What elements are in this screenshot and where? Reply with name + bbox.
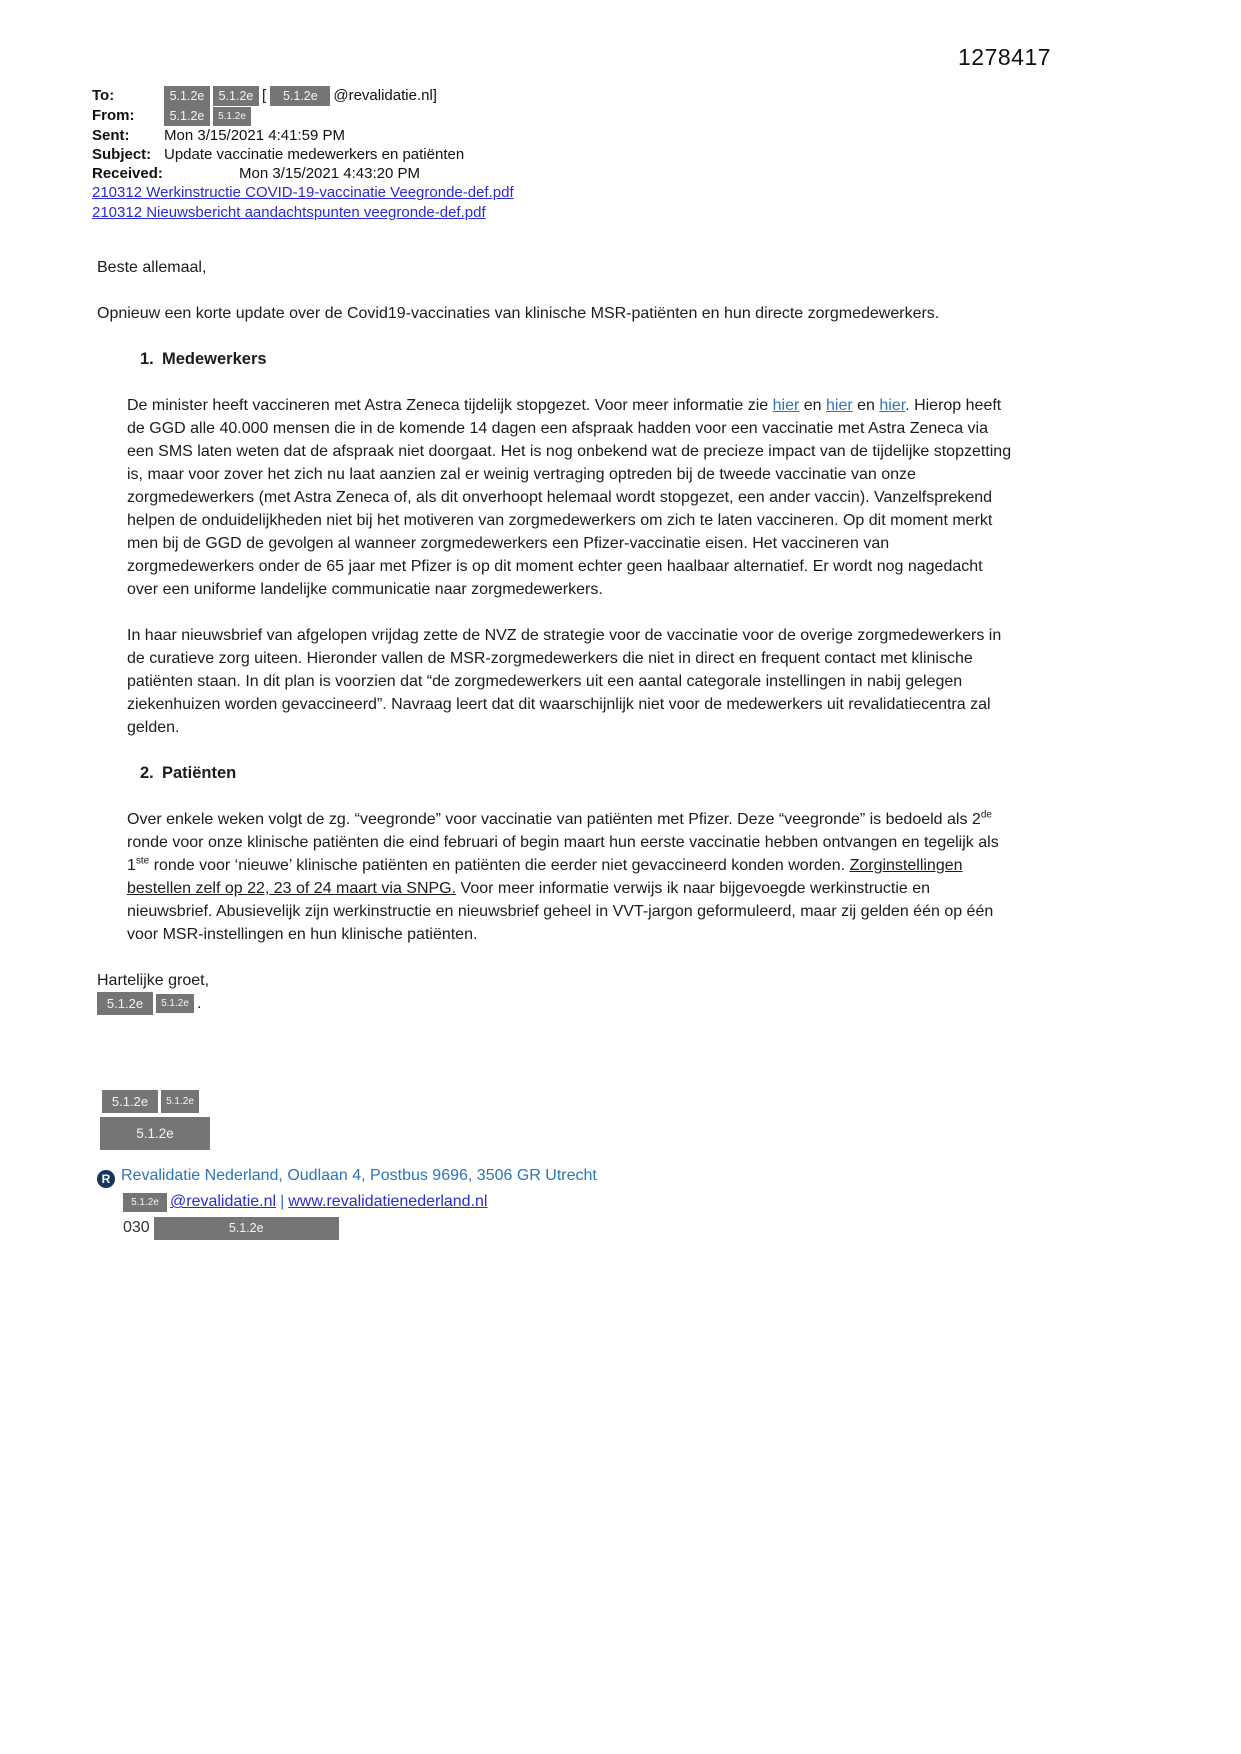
phone-prefix: 030	[123, 1219, 150, 1237]
section-title: Medewerkers	[162, 350, 267, 368]
header-row-sent	[92, 126, 1092, 145]
email-footer	[97, 1164, 1022, 1240]
text-run: De minister heeft vaccineren met Astra Zeneca tijdelijk stopgezet. Voor meer informatie zie	[127, 397, 773, 414]
received-label: Received:	[92, 165, 163, 183]
attachment-link-werkinstructie[interactable]: 210312 Werkinstructie COVID-19-vaccinatie Veegronde-def.pdf	[92, 184, 514, 202]
text-run: ronde voor ‘nieuwe’ klinische patiënten en patiënten die eerder niet gevaccineerd konden worden.	[149, 857, 850, 874]
redaction-box: 5.1.2e	[154, 1217, 339, 1240]
subject-label: Subject:	[92, 146, 152, 164]
footer-contact-line	[123, 1190, 1022, 1214]
email-body	[97, 256, 1022, 1240]
footer-separator: |	[280, 1193, 285, 1211]
section-title: Patiënten	[162, 764, 237, 782]
header-row-to	[92, 86, 1092, 106]
to-bracket: [	[262, 87, 267, 104]
revalidatie-logo-icon: R	[97, 1170, 115, 1188]
hier-link-3[interactable]: hier	[879, 397, 906, 414]
signature-redactions	[97, 992, 1022, 1018]
to-domain: @revalidatie.nl]	[333, 87, 437, 104]
redaction-box: 5.1.2e	[156, 994, 194, 1013]
to-label: To:	[92, 87, 115, 104]
redaction-box: 5.1.2e	[270, 86, 330, 106]
text-run: . Hierop heeft de GGD alle 40.000 mensen die in de komende 14 dagen een afspraak hadden voor een vaccinatie met Astra Zeneca via een SMS laten weten dat de afspraak niet doorgaat. Het is nog onbekend wat de precieze impact van de tijdelijke stopzetting is, maar voor zover het zich nu laat aanzien zal er weinig vertraging optreden bij de tweede vaccinatie van onze zorgmedewerkers (met Astra Zeneca of, als dit onverhoopt helemaal wordt stopgezet, een ander vaccin). Vanzelfsprekend helpen de onduidelijkheden niet bij het motiveren van zorgmedewerkers om zich te laten vaccineren. Op dit moment merkt men bij de GGD de gevolgen al wanneer zorgmedewerkers een Pfizer-vaccinatie eisen. Het vaccineren van zorgmedewerkers onder de 65 jaar met Pfizer is op dit moment echter geen haalbaar alternatief. Er wordt nog nagedacht over een uniforme landelijke communicatie naar zorgmedewerkers.	[127, 397, 1012, 598]
greeting: Beste allemaal,	[97, 259, 207, 276]
redaction-box: 5.1.2e	[100, 1117, 210, 1150]
section-heading-patienten	[140, 762, 1022, 785]
signature-period: .	[197, 995, 202, 1012]
redaction-box: 5.1.2e	[97, 992, 153, 1015]
redaction-box: 5.1.2e	[102, 1090, 158, 1113]
header-row-subject	[92, 145, 1092, 164]
underlined-ordering-note: Zorginstellingen bestellen zelf op 22, 23 of 24 maart via SNPG.	[127, 857, 963, 897]
paragraph-medewerkers-2: In haar nieuwsbrief van afgelopen vrijdag zette de NVZ de strategie voor de vaccinatie voor de overige zorgmedewerkers in de curatieve zorg uiteen. Hieronder vallen de MSR-zorgmedewerkers die niet in direct en frequent contact met klinische patiënten staan. In dit plan is voorzien dat “de zorgmedewerkers uit een aantal categorale instellingen in nabij gelegen ziekenhuizen worden gevaccineerd”. Navraag leert dat dit waarschijnlijk niet voor de medewerkers uit revalidatiecentra zal gelden.	[127, 627, 1002, 736]
hier-link-1[interactable]: hier	[772, 397, 800, 414]
sent-label: Sent:	[92, 127, 130, 145]
header-row-from	[92, 106, 1092, 126]
footer-org-line	[97, 1164, 1022, 1188]
text-run: en	[799, 397, 826, 414]
superscript: de	[980, 809, 992, 821]
text-run: Voor meer informatie verwijs ik naar bijgevoegde werkinstructie en nieuwsbrief. Abusievelijk zijn werkinstructie en nieuwsbrief geheel in VVT-jargon geformuleerd, maar zij gelden één op één voor MSR-instellingen en hun klinische patiënten.	[127, 880, 994, 943]
text-run: Over enkele weken volgt de zg. “veegronde” voor vaccinatie van patiënten met Pfizer. Deze “veegronde” is bedoeld als 2	[127, 811, 981, 828]
section-number: 2.	[140, 764, 154, 782]
email-address-link[interactable]: @revalidatie.nl	[170, 1193, 277, 1211]
intro-line: Opnieuw een korte update over de Covid19-vaccinaties van klinische MSR-patiënten en hun directe zorgmedewerkers.	[97, 305, 940, 322]
redaction-box: 5.1.2e	[213, 86, 259, 106]
email-header	[92, 86, 1092, 223]
to-value	[164, 86, 437, 106]
redaction-box: 5.1.2e	[164, 106, 210, 126]
redaction-box: 5.1.2e	[123, 1193, 167, 1212]
from-label: From:	[92, 107, 135, 125]
sent-value: Mon 3/15/2021 4:41:59 PM	[164, 127, 345, 145]
paragraph-patienten	[127, 808, 1015, 946]
closing-line: Hartelijke groet,	[97, 972, 210, 989]
document-number: 1278417	[958, 44, 1052, 70]
attachment-link-nieuwsbericht[interactable]: 210312 Nieuwsbericht aandachtspunten veegronde-def.pdf	[92, 204, 486, 222]
website-link[interactable]: www.revalidatienederland.nl	[288, 1193, 488, 1211]
superscript: ste	[135, 855, 150, 867]
footer-phone-line	[123, 1216, 1022, 1240]
section-number: 1.	[140, 350, 154, 368]
received-value: Mon 3/15/2021 4:43:20 PM	[239, 165, 420, 183]
paragraph-medewerkers-1	[127, 394, 1015, 601]
subject-value: Update vaccinatie medewerkers en patiënten	[164, 146, 465, 164]
redaction-box: 5.1.2e	[161, 1090, 199, 1113]
hier-link-2[interactable]: hier	[826, 397, 853, 414]
footer-org-text: Revalidatie Nederland, Oudlaan 4, Postbus 9696, 3506 GR Utrecht	[121, 1167, 597, 1185]
section-heading-medewerkers	[140, 348, 1022, 371]
redaction-box: 5.1.2e	[164, 86, 210, 106]
text-run: ronde voor onze klinische patiënten die eind februari of begin maart hun eerste vaccinatie hebben ontvangen en tegelijk als 1	[127, 834, 999, 874]
signature-block-redactions	[102, 1090, 1022, 1150]
text-run: en	[852, 397, 880, 414]
header-row-received	[92, 164, 1092, 183]
redaction-box: 5.1.2e	[213, 107, 251, 126]
from-value	[164, 106, 254, 126]
